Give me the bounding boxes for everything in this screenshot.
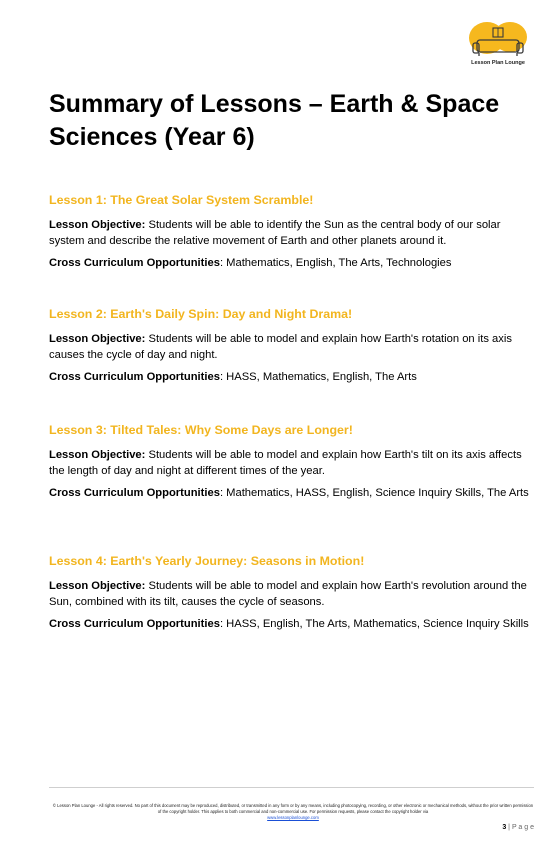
lesson-2 bbox=[49, 307, 534, 391]
lesson-objective bbox=[49, 217, 534, 249]
cross-label: Cross Curriculum Opportunities bbox=[49, 371, 220, 383]
page-label: | P a g e bbox=[506, 824, 534, 831]
lesson-heading: Lesson 4: Earth's Yearly Journey: Seasons in Motion! bbox=[49, 554, 365, 568]
cross-label: Cross Curriculum Opportunities bbox=[49, 487, 220, 499]
lesson-objective bbox=[49, 331, 534, 363]
lesson-objective bbox=[49, 447, 534, 479]
lesson-4 bbox=[49, 554, 534, 638]
page-title: Summary of Lessons – Earth & Space Sciences (Year 6) bbox=[49, 90, 500, 151]
objective-text: Students will be able to model and explain how Earth's revolution around the Sun, combined with its tilt, causes the cycle of seasons. bbox=[49, 580, 527, 608]
cross-text: : HASS, English, The Arts, Mathematics, Science Inquiry Skills bbox=[219, 618, 529, 630]
objective-label: Lesson Objective: bbox=[49, 333, 146, 345]
cross-label: Cross Curriculum Opportunities bbox=[49, 618, 220, 630]
objective-text: Students will be able to model and explain how Earth's rotation on its axis causes the cycle of day and night. bbox=[49, 333, 512, 361]
objective-label: Lesson Objective: bbox=[49, 219, 146, 231]
logo-text: Lesson Plan Lounge bbox=[471, 60, 525, 66]
objective-label: Lesson Objective: bbox=[49, 580, 146, 592]
page-number bbox=[480, 824, 534, 831]
lesson-3 bbox=[49, 423, 534, 507]
objective-text: Students will be able to identify the Sun as the central body of our solar system and describe the relative movement of Earth and other planets around it. bbox=[49, 219, 501, 247]
cross-text: : Mathematics, HASS, English, Science Inquiry Skills, The Arts bbox=[219, 487, 529, 499]
lesson-objective bbox=[49, 578, 534, 610]
cross-curriculum bbox=[49, 369, 534, 385]
lesson-heading: Lesson 1: The Great Solar System Scramble! bbox=[49, 193, 314, 207]
page-number-value: 3 bbox=[502, 824, 507, 831]
footer-divider bbox=[49, 787, 534, 788]
footer-website-link[interactable]: www.lessonplanlounge.com bbox=[267, 815, 319, 820]
objective-text: Students will be able to model and explain how Earth's tilt on its axis affects the length of day and night at different times of the year. bbox=[49, 449, 522, 477]
footer-copyright bbox=[52, 803, 534, 821]
objective-label: Lesson Objective: bbox=[49, 449, 146, 461]
cross-curriculum bbox=[49, 255, 534, 271]
lesson-heading: Lesson 2: Earth's Daily Spin: Day and Night Drama! bbox=[49, 307, 353, 321]
cross-text: : Mathematics, English, The Arts, Technologies bbox=[219, 257, 452, 269]
cross-curriculum bbox=[49, 616, 534, 632]
lesson-1 bbox=[49, 193, 534, 277]
cross-curriculum bbox=[49, 485, 534, 501]
cross-label: Cross Curriculum Opportunities bbox=[49, 257, 220, 269]
lesson-heading: Lesson 3: Tilted Tales: Why Some Days are Longer! bbox=[49, 423, 353, 437]
copyright-text: © Lesson Plan Lounge - All rights reserved. No part of this document may be reproduced, distributed, or transmitted in any form or by any means, including photocopying, recording, or other electronic or mechanical methods, without the prior written permission of the copyright holder. This applies to both commercial and non-commercial use. For permission requests, please contact the copyright holder via bbox=[52, 803, 534, 814]
cross-text: : HASS, Mathematics, English, The Arts bbox=[219, 371, 417, 383]
